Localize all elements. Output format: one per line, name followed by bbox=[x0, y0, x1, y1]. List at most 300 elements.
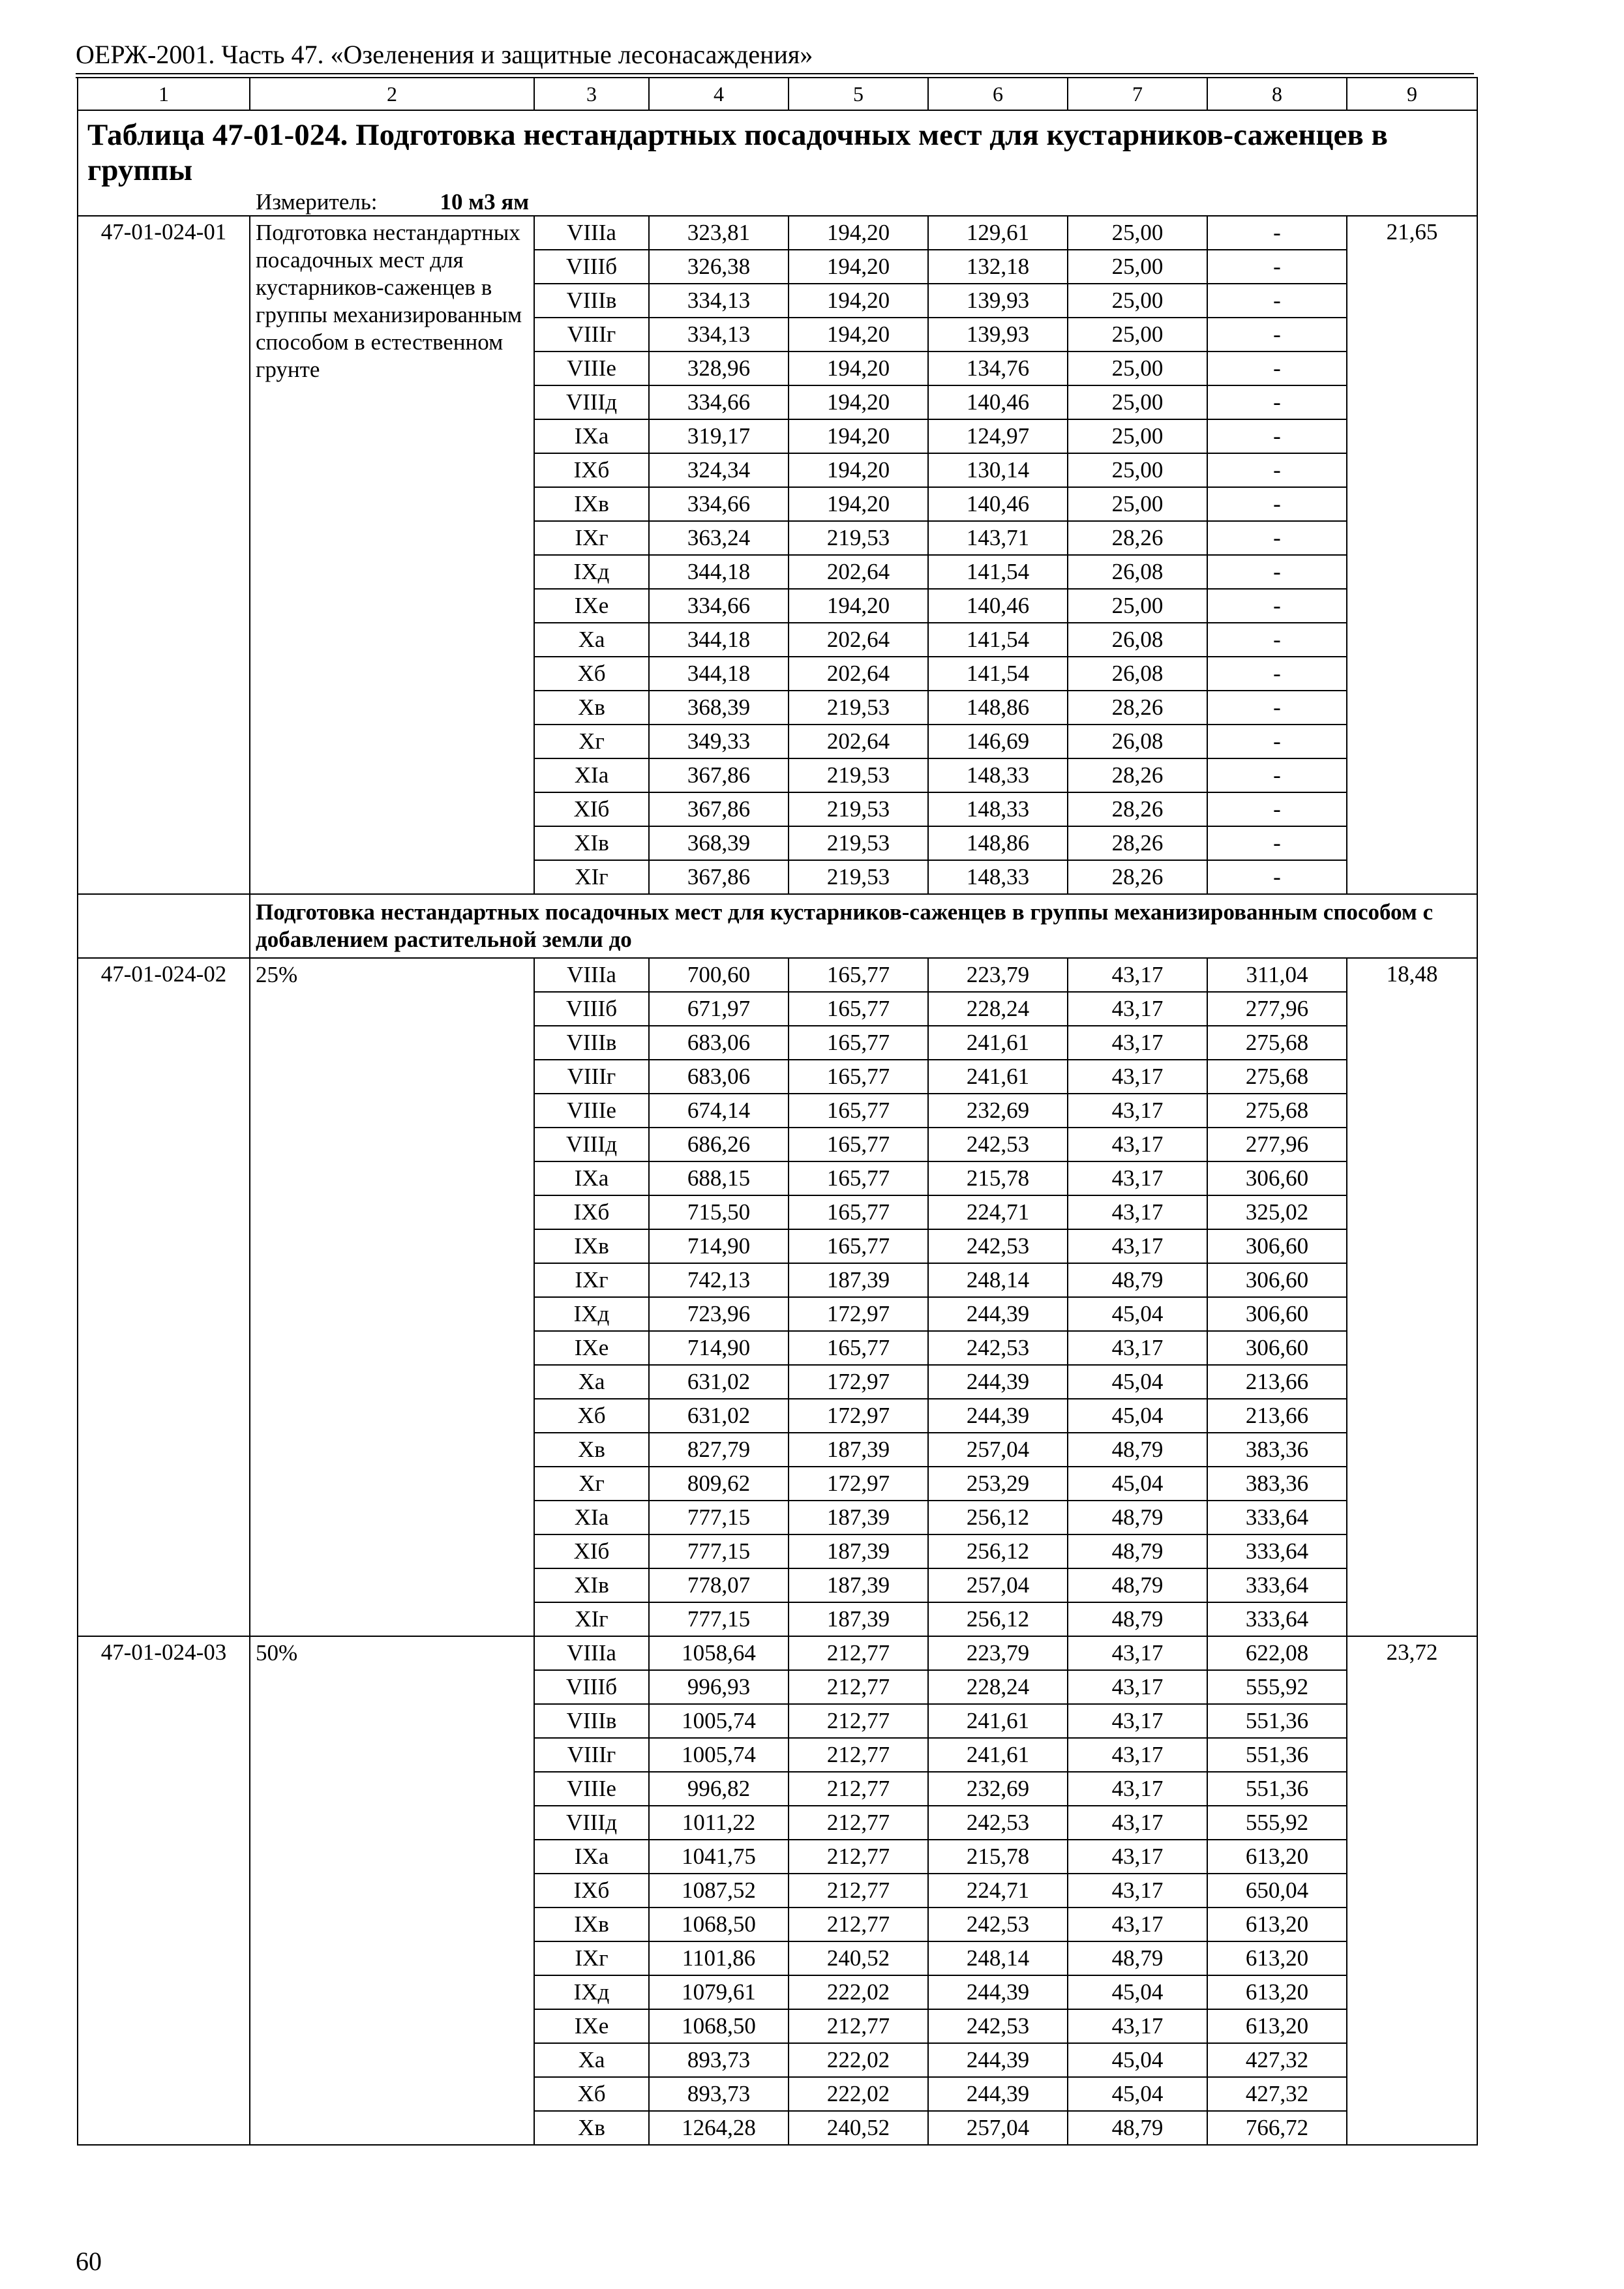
value-cell: 334,13 bbox=[649, 284, 789, 318]
soil-category: Xб bbox=[534, 2077, 649, 2111]
soil-category: IXе bbox=[534, 1331, 649, 1365]
value-cell: 212,77 bbox=[789, 1670, 928, 1704]
value-cell: 172,97 bbox=[789, 1297, 928, 1331]
value-cell: 244,39 bbox=[928, 1365, 1068, 1399]
value-cell: 45,04 bbox=[1068, 2043, 1207, 2077]
column-number: 9 bbox=[1347, 78, 1477, 110]
norm-code: 47-01-024-01 bbox=[78, 216, 250, 894]
soil-category: Xб bbox=[534, 1399, 649, 1433]
soil-category: IXб bbox=[534, 1874, 649, 1908]
soil-category: VIIIв bbox=[534, 1704, 649, 1738]
value-cell: 996,93 bbox=[649, 1670, 789, 1704]
header-rule-top bbox=[76, 73, 1474, 74]
value-cell: - bbox=[1207, 555, 1347, 589]
value-cell: 306,60 bbox=[1207, 1331, 1347, 1365]
value-cell: - bbox=[1207, 860, 1347, 894]
value-cell: 26,08 bbox=[1068, 623, 1207, 657]
value-cell: 213,66 bbox=[1207, 1365, 1347, 1399]
value-cell: 219,53 bbox=[789, 792, 928, 826]
value-cell: - bbox=[1207, 318, 1347, 352]
value-cell: 555,92 bbox=[1207, 1806, 1347, 1840]
value-cell: - bbox=[1207, 657, 1347, 691]
value-cell: 275,68 bbox=[1207, 1094, 1347, 1128]
value-cell: 187,39 bbox=[789, 1568, 928, 1602]
value-cell: 25,00 bbox=[1068, 453, 1207, 487]
value-cell: 383,36 bbox=[1207, 1467, 1347, 1501]
soil-category: Xв bbox=[534, 2111, 649, 2145]
value-cell: - bbox=[1207, 487, 1347, 521]
value-cell: 194,20 bbox=[789, 419, 928, 453]
value-cell: 551,36 bbox=[1207, 1772, 1347, 1806]
value-cell: 194,20 bbox=[789, 385, 928, 419]
value-cell: 43,17 bbox=[1068, 1670, 1207, 1704]
value-cell: 43,17 bbox=[1068, 1908, 1207, 1941]
value-cell: 43,17 bbox=[1068, 1331, 1207, 1365]
soil-category: VIIIб bbox=[534, 1670, 649, 1704]
meter-value: 10 м3 ям bbox=[440, 189, 530, 215]
soil-category: XIв bbox=[534, 1568, 649, 1602]
value-cell: 172,97 bbox=[789, 1399, 928, 1433]
value-cell: 1068,50 bbox=[649, 1908, 789, 1941]
value-cell: 232,69 bbox=[928, 1094, 1068, 1128]
soil-category: XIа bbox=[534, 758, 649, 792]
table-row bbox=[78, 958, 1477, 992]
soil-category: VIIIг bbox=[534, 1738, 649, 1772]
value-cell: 212,77 bbox=[789, 1840, 928, 1874]
norm-code: 47-01-024-02 bbox=[78, 958, 250, 1636]
value-cell: 778,07 bbox=[649, 1568, 789, 1602]
value-cell: 48,79 bbox=[1068, 1941, 1207, 1975]
value-cell: 241,61 bbox=[928, 1704, 1068, 1738]
value-cell: 1068,50 bbox=[649, 2009, 789, 2043]
value-cell: 328,96 bbox=[649, 352, 789, 385]
value-cell: 555,92 bbox=[1207, 1670, 1347, 1704]
value-cell: 129,61 bbox=[928, 216, 1068, 250]
soil-category: Xа bbox=[534, 2043, 649, 2077]
column-number-row bbox=[78, 78, 1477, 110]
page-header-title: ОЕРЖ-2001. Часть 47. «Озеленения и защитные лесонасаждения» bbox=[76, 40, 813, 69]
value-cell: 613,20 bbox=[1207, 1840, 1347, 1874]
value-cell: 613,20 bbox=[1207, 1941, 1347, 1975]
value-cell: 809,62 bbox=[649, 1467, 789, 1501]
value-cell: 1011,22 bbox=[649, 1806, 789, 1840]
value-cell: 215,78 bbox=[928, 1161, 1068, 1195]
value-cell: 202,64 bbox=[789, 725, 928, 758]
value-cell: 212,77 bbox=[789, 1806, 928, 1840]
value-cell: 256,12 bbox=[928, 1602, 1068, 1636]
value-cell: 256,12 bbox=[928, 1501, 1068, 1534]
value-cell: 43,17 bbox=[1068, 1806, 1207, 1840]
value-cell: 165,77 bbox=[789, 1026, 928, 1060]
value-cell: 43,17 bbox=[1068, 1874, 1207, 1908]
value-cell: - bbox=[1207, 758, 1347, 792]
value-cell: 187,39 bbox=[789, 1602, 928, 1636]
soil-category: Xа bbox=[534, 1365, 649, 1399]
value-cell: 333,64 bbox=[1207, 1568, 1347, 1602]
subheading-text: Подготовка нестандартных посадочных мест для кустарников-саженцев в группы механизированным способом с добавлением растительной земли до bbox=[250, 894, 1477, 958]
soil-category: IXд bbox=[534, 555, 649, 589]
value-cell: 25,00 bbox=[1068, 589, 1207, 623]
value-cell: 140,46 bbox=[928, 589, 1068, 623]
value-cell: 165,77 bbox=[789, 1094, 928, 1128]
value-cell: 28,26 bbox=[1068, 826, 1207, 860]
value-cell: - bbox=[1207, 419, 1347, 453]
value-cell: 223,79 bbox=[928, 1636, 1068, 1670]
value-cell: 714,90 bbox=[649, 1331, 789, 1365]
value-cell: 224,71 bbox=[928, 1874, 1068, 1908]
norm-code: 47-01-024-03 bbox=[78, 1636, 250, 2145]
soil-category: IXг bbox=[534, 1941, 649, 1975]
value-cell: 714,90 bbox=[649, 1229, 789, 1263]
value-cell: 253,29 bbox=[928, 1467, 1068, 1501]
value-cell: 148,33 bbox=[928, 860, 1068, 894]
value-cell: 140,46 bbox=[928, 487, 1068, 521]
value-cell: 241,61 bbox=[928, 1026, 1068, 1060]
soil-category: IXд bbox=[534, 1297, 649, 1331]
meter-cell bbox=[78, 189, 1477, 216]
value-cell: 257,04 bbox=[928, 1568, 1068, 1602]
soil-category: IXб bbox=[534, 453, 649, 487]
soil-category: XIв bbox=[534, 826, 649, 860]
value-cell: 165,77 bbox=[789, 992, 928, 1026]
value-cell: 333,64 bbox=[1207, 1534, 1347, 1568]
value-cell: 242,53 bbox=[928, 2009, 1068, 2043]
value-cell: 25,00 bbox=[1068, 284, 1207, 318]
value-cell: 165,77 bbox=[789, 1229, 928, 1263]
soil-category: VIIIа bbox=[534, 216, 649, 250]
subheading-blank bbox=[78, 894, 250, 958]
value-cell: 43,17 bbox=[1068, 1704, 1207, 1738]
value-cell: 25,00 bbox=[1068, 419, 1207, 453]
value-cell: 244,39 bbox=[928, 2077, 1068, 2111]
soil-category: XIг bbox=[534, 860, 649, 894]
value-cell: 1041,75 bbox=[649, 1840, 789, 1874]
value-cell: 248,14 bbox=[928, 1941, 1068, 1975]
value-cell: 686,26 bbox=[649, 1128, 789, 1161]
value-cell: 165,77 bbox=[789, 1195, 928, 1229]
value-cell: 202,64 bbox=[789, 555, 928, 589]
column-number: 5 bbox=[789, 78, 928, 110]
value-cell: 124,97 bbox=[928, 419, 1068, 453]
value-cell: 187,39 bbox=[789, 1263, 928, 1297]
value-cell: 212,77 bbox=[789, 1874, 928, 1908]
value-cell: 306,60 bbox=[1207, 1297, 1347, 1331]
value-cell: 240,52 bbox=[789, 2111, 928, 2145]
value-cell: 28,26 bbox=[1068, 691, 1207, 725]
value-cell: 244,39 bbox=[928, 2043, 1068, 2077]
soil-category: VIIIа bbox=[534, 1636, 649, 1670]
value-cell: - bbox=[1207, 623, 1347, 657]
value-cell: 613,20 bbox=[1207, 1908, 1347, 1941]
value-cell: 45,04 bbox=[1068, 1467, 1207, 1501]
value-cell: 165,77 bbox=[789, 1331, 928, 1365]
soil-category: IXа bbox=[534, 1161, 649, 1195]
value-cell: 48,79 bbox=[1068, 1534, 1207, 1568]
value-cell: 277,96 bbox=[1207, 992, 1347, 1026]
value-cell: 148,33 bbox=[928, 792, 1068, 826]
value-cell: 48,79 bbox=[1068, 1433, 1207, 1467]
value-cell: 700,60 bbox=[649, 958, 789, 992]
value-cell: 148,33 bbox=[928, 758, 1068, 792]
value-cell: 43,17 bbox=[1068, 1840, 1207, 1874]
value-cell: 134,76 bbox=[928, 352, 1068, 385]
value-cell: 222,02 bbox=[789, 1975, 928, 2009]
value-cell: 715,50 bbox=[649, 1195, 789, 1229]
value-cell: 48,79 bbox=[1068, 1263, 1207, 1297]
value-cell: 306,60 bbox=[1207, 1229, 1347, 1263]
value-cell: - bbox=[1207, 589, 1347, 623]
value-cell: 1087,52 bbox=[649, 1874, 789, 1908]
value-cell: 222,02 bbox=[789, 2043, 928, 2077]
value-cell: 427,32 bbox=[1207, 2043, 1347, 2077]
value-cell: 344,18 bbox=[649, 623, 789, 657]
column-9-value: 21,65 bbox=[1347, 216, 1477, 894]
column-9-value: 18,48 bbox=[1347, 958, 1477, 1636]
value-cell: 202,64 bbox=[789, 623, 928, 657]
value-cell: 187,39 bbox=[789, 1433, 928, 1467]
value-cell: 242,53 bbox=[928, 1331, 1068, 1365]
value-cell: 140,46 bbox=[928, 385, 1068, 419]
value-cell: - bbox=[1207, 453, 1347, 487]
value-cell: 48,79 bbox=[1068, 2111, 1207, 2145]
value-cell: 26,08 bbox=[1068, 657, 1207, 691]
value-cell: - bbox=[1207, 352, 1347, 385]
value-cell: 256,12 bbox=[928, 1534, 1068, 1568]
value-cell: 43,17 bbox=[1068, 1161, 1207, 1195]
value-cell: 48,79 bbox=[1068, 1568, 1207, 1602]
value-cell: 165,77 bbox=[789, 1128, 928, 1161]
value-cell: 257,04 bbox=[928, 2111, 1068, 2145]
value-cell: 132,18 bbox=[928, 250, 1068, 284]
soil-category: VIIIг bbox=[534, 1060, 649, 1094]
value-cell: 172,97 bbox=[789, 1365, 928, 1399]
column-number: 6 bbox=[928, 78, 1068, 110]
value-cell: 165,77 bbox=[789, 1161, 928, 1195]
column-number: 7 bbox=[1068, 78, 1207, 110]
value-cell: 165,77 bbox=[789, 1060, 928, 1094]
value-cell: 323,81 bbox=[649, 216, 789, 250]
value-cell: 367,86 bbox=[649, 758, 789, 792]
value-cell: 194,20 bbox=[789, 284, 928, 318]
value-cell: 244,39 bbox=[928, 1297, 1068, 1331]
value-cell: 141,54 bbox=[928, 623, 1068, 657]
value-cell: 26,08 bbox=[1068, 555, 1207, 589]
value-cell: 28,26 bbox=[1068, 860, 1207, 894]
soil-category: IXв bbox=[534, 1229, 649, 1263]
soil-category: IXг bbox=[534, 1263, 649, 1297]
value-cell: 242,53 bbox=[928, 1128, 1068, 1161]
soil-category: VIIIв bbox=[534, 1026, 649, 1060]
value-cell: 219,53 bbox=[789, 521, 928, 555]
soil-category: Xб bbox=[534, 657, 649, 691]
value-cell: 45,04 bbox=[1068, 2077, 1207, 2111]
column-number: 8 bbox=[1207, 78, 1347, 110]
norms-table bbox=[77, 77, 1478, 2146]
value-cell: 25,00 bbox=[1068, 318, 1207, 352]
value-cell: 613,20 bbox=[1207, 2009, 1347, 2043]
value-cell: 1005,74 bbox=[649, 1704, 789, 1738]
value-cell: 28,26 bbox=[1068, 792, 1207, 826]
soil-category: VIIIе bbox=[534, 352, 649, 385]
value-cell: 45,04 bbox=[1068, 1399, 1207, 1433]
value-cell: 45,04 bbox=[1068, 1365, 1207, 1399]
value-cell: 1058,64 bbox=[649, 1636, 789, 1670]
value-cell: 146,69 bbox=[928, 725, 1068, 758]
value-cell: 213,66 bbox=[1207, 1399, 1347, 1433]
value-cell: 248,14 bbox=[928, 1263, 1068, 1297]
value-cell: 43,17 bbox=[1068, 958, 1207, 992]
value-cell: 228,24 bbox=[928, 1670, 1068, 1704]
soil-category: VIIIб bbox=[534, 250, 649, 284]
value-cell: - bbox=[1207, 826, 1347, 860]
value-cell: 43,17 bbox=[1068, 1229, 1207, 1263]
value-cell: 194,20 bbox=[789, 453, 928, 487]
value-cell: 622,08 bbox=[1207, 1636, 1347, 1670]
soil-category: IXв bbox=[534, 487, 649, 521]
value-cell: 194,20 bbox=[789, 216, 928, 250]
value-cell: 212,77 bbox=[789, 1704, 928, 1738]
value-cell: 777,15 bbox=[649, 1602, 789, 1636]
meter-row bbox=[78, 189, 1477, 216]
value-cell: 43,17 bbox=[1068, 1636, 1207, 1670]
value-cell: 1005,74 bbox=[649, 1738, 789, 1772]
soil-category: IXе bbox=[534, 2009, 649, 2043]
value-cell: 223,79 bbox=[928, 958, 1068, 992]
value-cell: 344,18 bbox=[649, 657, 789, 691]
column-number: 3 bbox=[534, 78, 649, 110]
value-cell: 893,73 bbox=[649, 2077, 789, 2111]
value-cell: 43,17 bbox=[1068, 1060, 1207, 1094]
value-cell: 275,68 bbox=[1207, 1026, 1347, 1060]
value-cell: 333,64 bbox=[1207, 1501, 1347, 1534]
value-cell: 43,17 bbox=[1068, 992, 1207, 1026]
value-cell: 631,02 bbox=[649, 1399, 789, 1433]
value-cell: 688,15 bbox=[649, 1161, 789, 1195]
value-cell: 212,77 bbox=[789, 2009, 928, 2043]
value-cell: 25,00 bbox=[1068, 352, 1207, 385]
value-cell: 244,39 bbox=[928, 1975, 1068, 2009]
value-cell: 1101,86 bbox=[649, 1941, 789, 1975]
value-cell: 43,17 bbox=[1068, 1094, 1207, 1128]
value-cell: - bbox=[1207, 691, 1347, 725]
value-cell: 43,17 bbox=[1068, 1772, 1207, 1806]
value-cell: 383,36 bbox=[1207, 1433, 1347, 1467]
value-cell: 326,38 bbox=[649, 250, 789, 284]
value-cell: 363,24 bbox=[649, 521, 789, 555]
soil-category: VIIIд bbox=[534, 1806, 649, 1840]
value-cell: 212,77 bbox=[789, 1636, 928, 1670]
value-cell: 723,96 bbox=[649, 1297, 789, 1331]
value-cell: 232,69 bbox=[928, 1772, 1068, 1806]
soil-category: VIIIе bbox=[534, 1772, 649, 1806]
value-cell: 766,72 bbox=[1207, 2111, 1347, 2145]
soil-category: IXг bbox=[534, 521, 649, 555]
value-cell: 43,17 bbox=[1068, 1128, 1207, 1161]
soil-category: VIIIе bbox=[534, 1094, 649, 1128]
soil-category: IXа bbox=[534, 419, 649, 453]
value-cell: 674,14 bbox=[649, 1094, 789, 1128]
soil-category: IXб bbox=[534, 1195, 649, 1229]
value-cell: 202,64 bbox=[789, 657, 928, 691]
value-cell: 244,39 bbox=[928, 1399, 1068, 1433]
value-cell: - bbox=[1207, 521, 1347, 555]
value-cell: 43,17 bbox=[1068, 1738, 1207, 1772]
value-cell: 277,96 bbox=[1207, 1128, 1347, 1161]
soil-category: Xг bbox=[534, 1467, 649, 1501]
value-cell: 194,20 bbox=[789, 352, 928, 385]
value-cell: 1079,61 bbox=[649, 1975, 789, 2009]
column-9-value: 23,72 bbox=[1347, 1636, 1477, 2145]
value-cell: 165,77 bbox=[789, 958, 928, 992]
value-cell: 172,97 bbox=[789, 1467, 928, 1501]
value-cell: 368,39 bbox=[649, 691, 789, 725]
value-cell: - bbox=[1207, 284, 1347, 318]
value-cell: 241,61 bbox=[928, 1060, 1068, 1094]
value-cell: 551,36 bbox=[1207, 1738, 1347, 1772]
value-cell: 650,04 bbox=[1207, 1874, 1347, 1908]
value-cell: 45,04 bbox=[1068, 1297, 1207, 1331]
column-number: 4 bbox=[649, 78, 789, 110]
value-cell: 141,54 bbox=[928, 555, 1068, 589]
value-cell: 48,79 bbox=[1068, 1602, 1207, 1636]
value-cell: 143,71 bbox=[928, 521, 1068, 555]
value-cell: 25,00 bbox=[1068, 385, 1207, 419]
value-cell: 25,00 bbox=[1068, 487, 1207, 521]
value-cell: 194,20 bbox=[789, 589, 928, 623]
value-cell: 334,13 bbox=[649, 318, 789, 352]
value-cell: 28,26 bbox=[1068, 521, 1207, 555]
value-cell: - bbox=[1207, 250, 1347, 284]
value-cell: 130,14 bbox=[928, 453, 1068, 487]
value-cell: 194,20 bbox=[789, 487, 928, 521]
value-cell: 306,60 bbox=[1207, 1161, 1347, 1195]
value-cell: 224,71 bbox=[928, 1195, 1068, 1229]
value-cell: 311,04 bbox=[1207, 958, 1347, 992]
soil-category: VIIIб bbox=[534, 992, 649, 1026]
soil-category: IXе bbox=[534, 589, 649, 623]
value-cell: 996,82 bbox=[649, 1772, 789, 1806]
value-cell: 219,53 bbox=[789, 691, 928, 725]
soil-category: XIб bbox=[534, 792, 649, 826]
value-cell: 43,17 bbox=[1068, 1026, 1207, 1060]
value-cell: 333,64 bbox=[1207, 1602, 1347, 1636]
value-cell: 25,00 bbox=[1068, 250, 1207, 284]
value-cell: 777,15 bbox=[649, 1501, 789, 1534]
soil-category: IXв bbox=[534, 1908, 649, 1941]
value-cell: 319,17 bbox=[649, 419, 789, 453]
value-cell: 219,53 bbox=[789, 860, 928, 894]
meter-label: Измеритель: bbox=[256, 189, 378, 215]
soil-category: XIа bbox=[534, 1501, 649, 1534]
value-cell: 45,04 bbox=[1068, 1975, 1207, 2009]
value-cell: 43,17 bbox=[1068, 1195, 1207, 1229]
norm-description: 50% bbox=[250, 1636, 534, 2145]
value-cell: 367,86 bbox=[649, 860, 789, 894]
value-cell: 242,53 bbox=[928, 1806, 1068, 1840]
value-cell: 43,17 bbox=[1068, 2009, 1207, 2043]
value-cell: 222,02 bbox=[789, 2077, 928, 2111]
value-cell: 139,93 bbox=[928, 318, 1068, 352]
value-cell: - bbox=[1207, 792, 1347, 826]
value-cell: 325,02 bbox=[1207, 1195, 1347, 1229]
value-cell: 212,77 bbox=[789, 1738, 928, 1772]
value-cell: 215,78 bbox=[928, 1840, 1068, 1874]
column-number: 1 bbox=[78, 78, 250, 110]
soil-category: IXд bbox=[534, 1975, 649, 2009]
table-title: Таблица 47-01-024. Подготовка нестандартных посадочных мест для кустарников-саженцев в группы bbox=[78, 110, 1477, 189]
value-cell: 212,77 bbox=[789, 1908, 928, 1941]
table-title-row bbox=[78, 110, 1477, 189]
